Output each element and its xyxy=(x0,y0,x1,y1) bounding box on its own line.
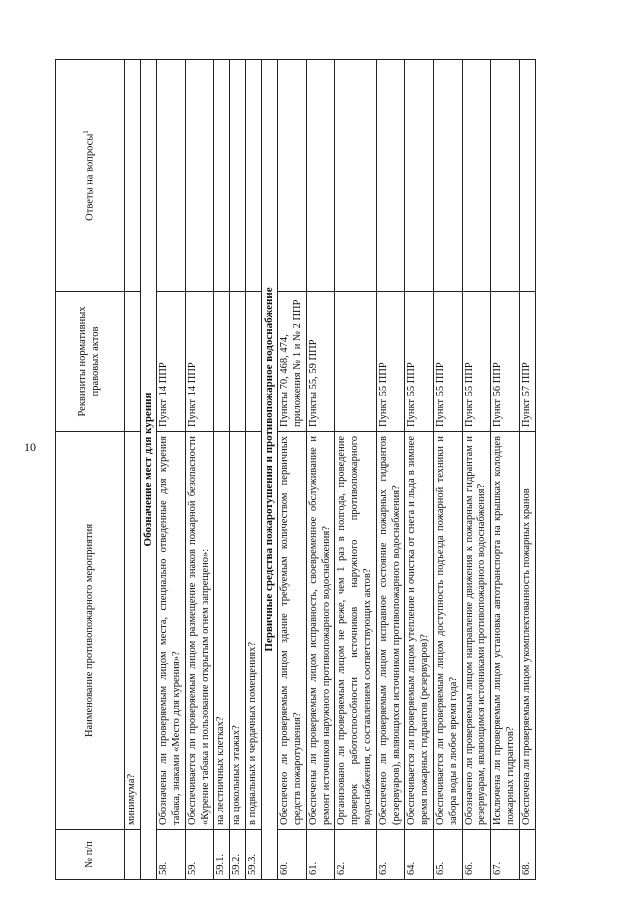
section-header-row xyxy=(261,60,277,880)
table-row xyxy=(214,60,230,880)
header-requisites: Реквизиты нормативных правовых актов xyxy=(56,292,125,432)
requisites: Пункты 55, 59 ППР xyxy=(306,292,335,432)
measure-name: Обеспечивается ли проверяемым лицом утепление и очистка от снега и льда в зимнее время пожарных гидрантов (резервуаров)? xyxy=(405,432,434,830)
requisites: Пункт 55 ППР xyxy=(376,292,405,432)
row-number: 63. xyxy=(376,830,405,880)
answer-cell[interactable] xyxy=(125,60,141,292)
requisites: Пункт 56 ППР xyxy=(491,292,520,432)
row-number: 62. xyxy=(335,830,376,880)
fire-safety-checklist-table xyxy=(55,59,536,880)
header-name: Наименование противопожарного мероприятия xyxy=(56,432,125,830)
answer-cell[interactable] xyxy=(376,60,405,292)
rotated-page xyxy=(55,60,600,880)
row-number: 68. xyxy=(519,830,535,880)
carry-over-row xyxy=(125,60,141,880)
measure-name: в подвальных и чердачных помещениях? xyxy=(245,432,261,830)
row-number: 66. xyxy=(462,830,491,880)
table-row xyxy=(519,60,535,880)
table-row xyxy=(230,60,246,880)
table-row xyxy=(185,60,214,880)
answer-cell[interactable] xyxy=(462,60,491,292)
answer-cell[interactable] xyxy=(433,60,462,292)
requisites xyxy=(214,292,230,432)
page-number: 10 xyxy=(24,440,36,454)
table-row xyxy=(157,60,186,880)
table-row xyxy=(306,60,335,880)
header-answers-text: Ответы на вопросы xyxy=(84,133,96,221)
answer-cell[interactable] xyxy=(230,60,246,292)
row-req-cell xyxy=(125,292,141,432)
answer-cell[interactable] xyxy=(245,60,261,292)
row-number: 67. xyxy=(491,830,520,880)
header-answers xyxy=(56,60,125,292)
requisites xyxy=(230,292,246,432)
answer-cell[interactable] xyxy=(157,60,186,292)
table-row xyxy=(405,60,434,880)
header-num: № п/п xyxy=(56,830,125,880)
requisites: Пункты 70, 468, 474, приложения № 1 и № 2 ППР xyxy=(278,292,307,432)
table-header-row xyxy=(56,60,125,880)
measure-name: Обеспечивается ли проверяемым лицом доступность подъезда пожарной техники и забора воды в любое время года? xyxy=(433,432,462,830)
table-row xyxy=(433,60,462,880)
measure-name: Обеспечено ли проверяемым лицом исправное состояние пожарных гидрантов (резервуаров), являющихся источником противопожарного водоснабжения? xyxy=(376,432,405,830)
table-row xyxy=(335,60,376,880)
requisites xyxy=(245,292,261,432)
requisites: Пункт 14 ППР xyxy=(185,292,214,432)
requisites: Пункт 55 ППР xyxy=(462,292,491,432)
row-number: 59.3. xyxy=(245,830,261,880)
measure-name: Обеспечены ли проверяемым лицом исправность, своевременное обслуживание и ремонт источников наружного противопожарного водоснабжения? xyxy=(306,432,335,830)
measure-name: Обозначено ли проверяемым лицом направление движения к пожарным гидрантам и резервуарам, являющимся источниками противопожарного водоснабжения? xyxy=(462,432,491,830)
requisites: Пункт 55 ППР xyxy=(433,292,462,432)
table-row xyxy=(462,60,491,880)
measure-name: на лестничных клетках? xyxy=(214,432,230,830)
answer-cell[interactable] xyxy=(405,60,434,292)
table-row xyxy=(245,60,261,880)
row-number: 58. xyxy=(157,830,186,880)
row-number: 64. xyxy=(405,830,434,880)
measure-name: Обеспечена ли проверяемым лицом укомплектованность пожарных кранов xyxy=(519,432,535,830)
measure-name: Обозначены ли проверяемым лицом места, специально отведенные для курения табака, знаками «Место для курения»? xyxy=(157,432,186,830)
section-title: Обозначение мест для курения xyxy=(140,60,156,880)
requisites: Пункт 57 ППР xyxy=(519,292,535,432)
answer-cell[interactable] xyxy=(519,60,535,292)
requisites xyxy=(335,292,376,432)
table-body xyxy=(125,60,536,880)
row-number: 60. xyxy=(278,830,307,880)
answer-cell[interactable] xyxy=(278,60,307,292)
answer-cell[interactable] xyxy=(335,60,376,292)
row-number: 59. xyxy=(185,830,214,880)
answer-cell[interactable] xyxy=(491,60,520,292)
row-num-cell xyxy=(125,830,141,880)
measure-name: Обеспечено ли проверяемым лицом здание требуемым количеством первичных средств пожаротушения? xyxy=(278,432,307,830)
answer-cell[interactable] xyxy=(306,60,335,292)
answer-cell[interactable] xyxy=(214,60,230,292)
row-number: 59.1. xyxy=(214,830,230,880)
measure-name: на цокольных этажах? xyxy=(230,432,246,830)
table-row xyxy=(376,60,405,880)
carry-over-text: минимума? xyxy=(125,432,141,830)
measure-name: Обеспечивается ли проверяемым лицом размещение знаков пожарной безопасности «Курение табака и пользование открытым огнем запрещено»: xyxy=(185,432,214,830)
table-row xyxy=(491,60,520,880)
section-header-row xyxy=(140,60,156,880)
row-number: 61. xyxy=(306,830,335,880)
requisites: Пункт 55 ППР xyxy=(405,292,434,432)
table-row xyxy=(278,60,307,880)
footnote-marker: 1 xyxy=(82,130,91,134)
measure-name: Исключена ли проверяемым лицом установка автотранспорта на крышках колодцев пожарных гидрантов? xyxy=(491,432,520,830)
row-number: 65. xyxy=(433,830,462,880)
answer-cell[interactable] xyxy=(185,60,214,292)
row-number: 59.2. xyxy=(230,830,246,880)
measure-name: Организовано ли проверяемым лицом не реже, чем 1 раз в полгода, проведение проверок работоспособности источников наружного противопожарного водоснабжения, с составлением соответствующих актов? xyxy=(335,432,376,830)
requisites: Пункт 14 ППР xyxy=(157,292,186,432)
section-title: Первичные средства пожаротушения и противопожарное водоснабжение xyxy=(261,60,277,880)
